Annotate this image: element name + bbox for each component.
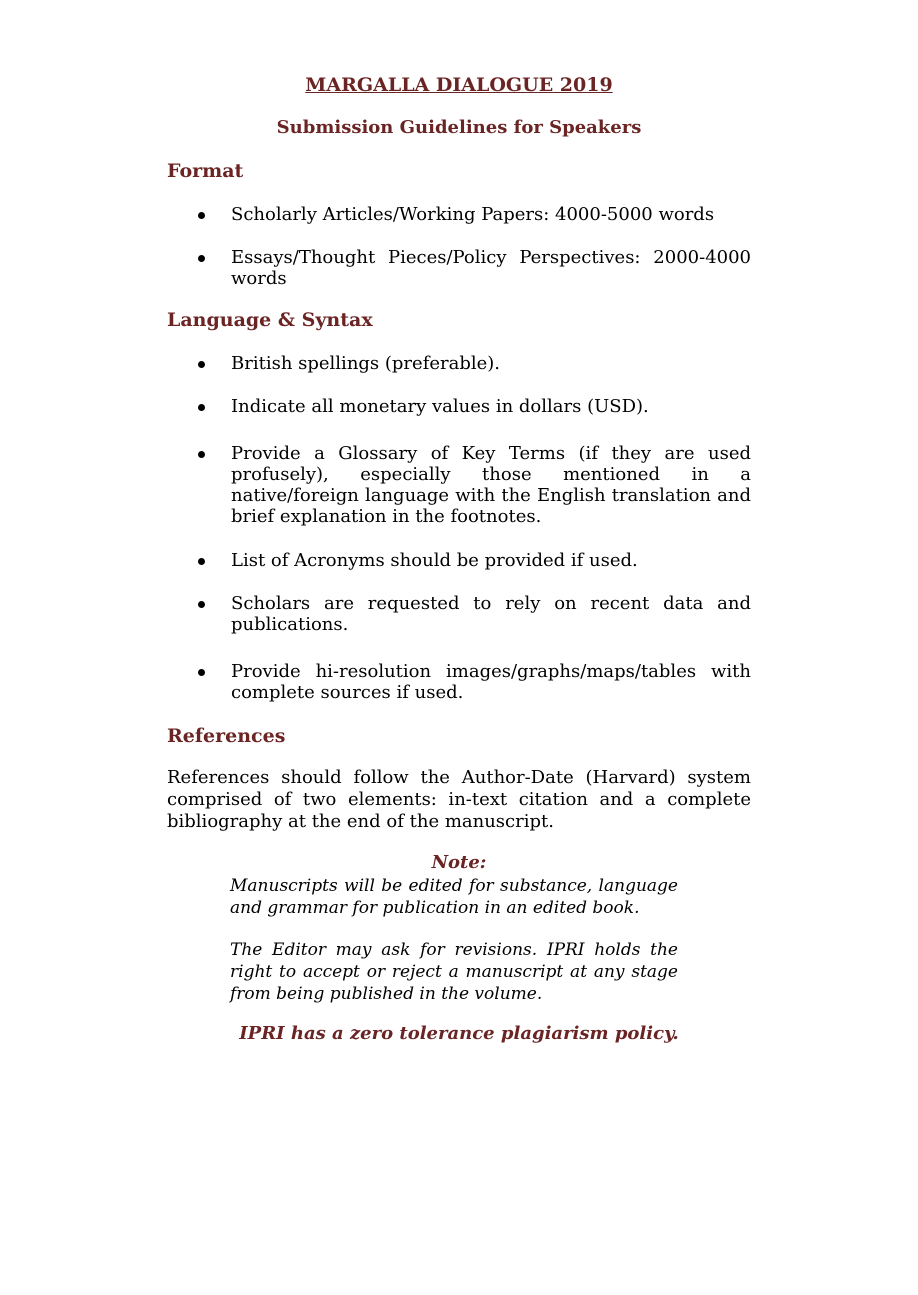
document-title: MARGALLA DIALOGUE 2019 <box>305 74 613 96</box>
bullet-icon <box>198 361 205 368</box>
bullet-icon <box>198 451 205 458</box>
note-title: Note: <box>431 852 487 873</box>
list-item-text: Scholars are requested to rely on recent data and publications. <box>231 593 751 635</box>
bullet-icon <box>198 558 205 565</box>
bullet-icon <box>198 212 205 219</box>
bullet-icon <box>198 669 205 676</box>
list-item <box>198 204 751 225</box>
list-item <box>198 661 751 703</box>
references-paragraph: References should follow the Author-Date (Harvard) system comprised of two elements: in-text citation and a complete bibliography at the end of the manuscript. <box>167 767 751 832</box>
list-item <box>198 443 751 527</box>
list-item <box>198 247 751 289</box>
section-heading-format: Format <box>167 160 244 182</box>
list-item <box>198 396 751 417</box>
bullet-icon <box>198 255 205 262</box>
list-item-text: Provide a Glossary of Key Terms (if they are used profusely), especially those mentioned in a native/foreign language with the English translation and brief explanation in the footnotes. <box>231 443 751 527</box>
bullet-icon <box>198 404 205 411</box>
note-paragraph: The Editor may ask for revisions. IPRI holds the right to accept or reject a manuscript at any stage from being published in the volume. <box>230 940 678 1004</box>
list-item <box>198 353 751 374</box>
list-item-text: List of Acronyms should be provided if used. <box>231 550 638 571</box>
list-item <box>198 550 751 571</box>
list-item-text: Provide hi-resolution images/graphs/maps/tables with complete sources if used. <box>231 661 751 703</box>
list-item-text: Indicate all monetary values in dollars (USD). <box>231 396 649 417</box>
section-heading-language: Language & Syntax <box>167 309 373 331</box>
list-item-text: British spellings (preferable). <box>231 353 501 374</box>
plagiarism-policy: IPRI has a zero tolerance plagiarism policy. <box>239 1023 679 1044</box>
list-item-text: Essays/Thought Pieces/Policy Perspectives: 2000-4000 words <box>231 247 751 289</box>
document-subtitle: Submission Guidelines for Speakers <box>276 117 642 138</box>
note-paragraph: Manuscripts will be edited for substance, language and grammar for publication in an edited book. <box>230 876 678 918</box>
list-item <box>198 593 751 635</box>
bullet-icon <box>198 601 205 608</box>
section-heading-references: References <box>167 725 286 747</box>
list-item-text: Scholarly Articles/Working Papers: 4000-5000 words <box>231 204 715 225</box>
